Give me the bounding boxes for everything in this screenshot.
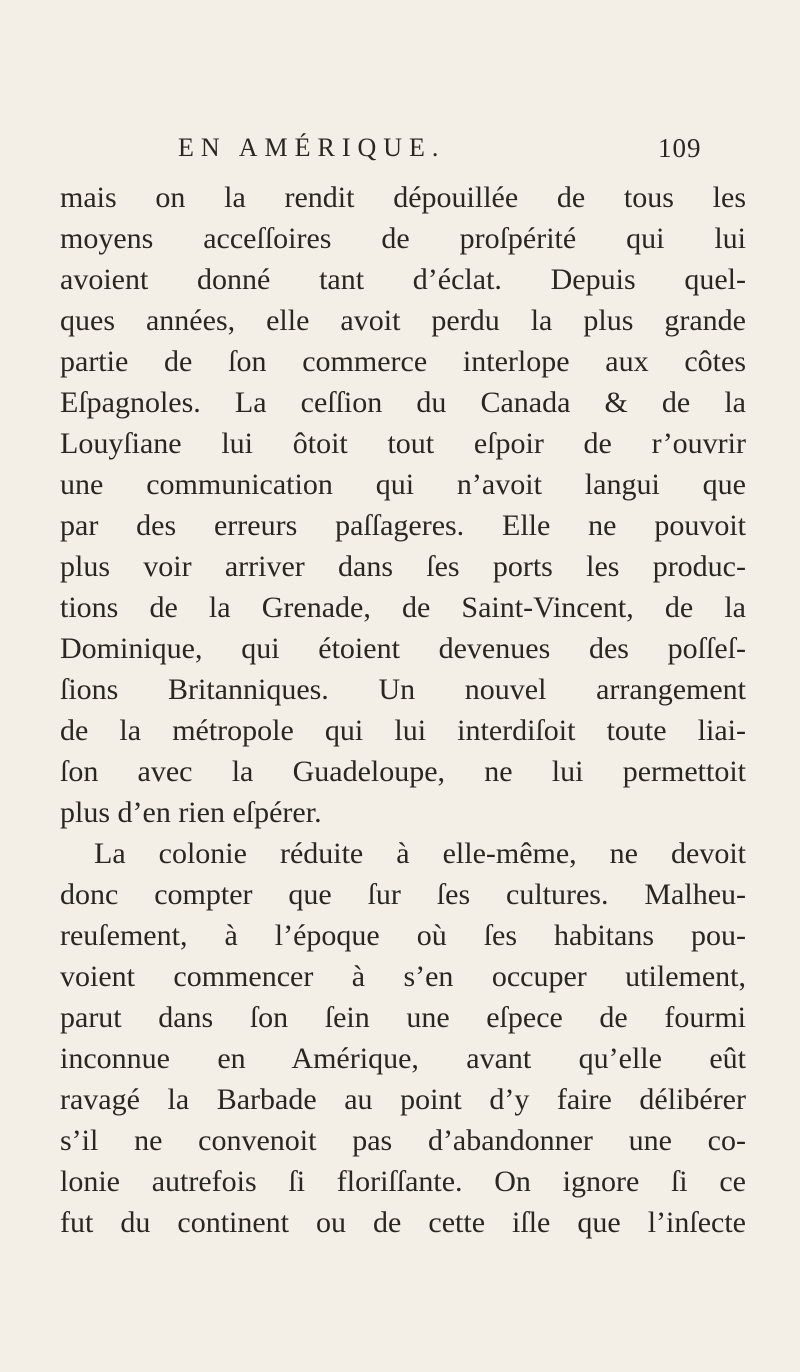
paragraph-start-line: La colonie réduite à elle-même, ne devoit	[94, 837, 746, 870]
text-line: Dominique, qui étoient devenues des poſſeſ-	[60, 632, 746, 665]
text-line: ravagé la Barbade au point d’y faire délibérer	[60, 1083, 746, 1116]
text-line: lonie autrefois ſi floriſſante. On ignore ſi ce	[60, 1165, 746, 1198]
text-line: Louyſiane lui ôtoit tout eſpoir de r’ouvrir	[60, 427, 746, 460]
text-line: parut dans ſon ſein une eſpece de fourmi	[60, 1001, 746, 1034]
text-line: plus voir arriver dans ſes ports les produc-	[60, 550, 746, 583]
page-number: 109	[658, 133, 702, 163]
body-text	[60, 177, 746, 1243]
running-head	[0, 128, 800, 168]
text-line: moyens acceſſoires de proſpérité qui lui	[60, 222, 746, 255]
text-line: fut du continent ou de cette iſle que l’inſecte	[60, 1206, 746, 1239]
text-line: ques années, elle avoit perdu la plus grande	[60, 304, 746, 337]
text-line: une communication qui n’avoit langui que	[60, 468, 746, 501]
text-line: mais on la rendit dépouillée de tous les	[60, 181, 746, 214]
text-line: donc compter que ſur ſes cultures. Malheu-	[60, 878, 746, 911]
text-line: reuſement, à l’époque où ſes habitans pou-	[60, 919, 746, 952]
text-line: ſon avec la Guadeloupe, ne lui permettoit	[60, 755, 746, 788]
text-line: partie de ſon commerce interlope aux côtes	[60, 345, 746, 378]
text-line: voient commencer à s’en occuper utilement,	[60, 960, 746, 993]
text-line: s’il ne convenoit pas d’abandonner une co-	[60, 1124, 746, 1157]
text-line: par des erreurs paſſageres. Elle ne pouvoit	[60, 509, 746, 542]
paragraph-end-line: plus d’en rien eſpérer.	[60, 796, 322, 829]
text-line: tions de la Grenade, de Saint-Vincent, de la	[60, 591, 746, 624]
text-line: de la métropole qui lui interdiſoit toute liai-	[60, 714, 746, 747]
text-line: inconnue en Amérique, avant qu’elle eût	[60, 1042, 746, 1075]
running-title: EN AMÉRIQUE.	[178, 133, 446, 162]
text-line: Eſpagnoles. La ceſſion du Canada & de la	[60, 386, 746, 419]
text-line: ſions Britanniques. Un nouvel arrangement	[60, 673, 746, 706]
text-line: avoient donné tant d’éclat. Depuis quel-	[60, 263, 746, 296]
